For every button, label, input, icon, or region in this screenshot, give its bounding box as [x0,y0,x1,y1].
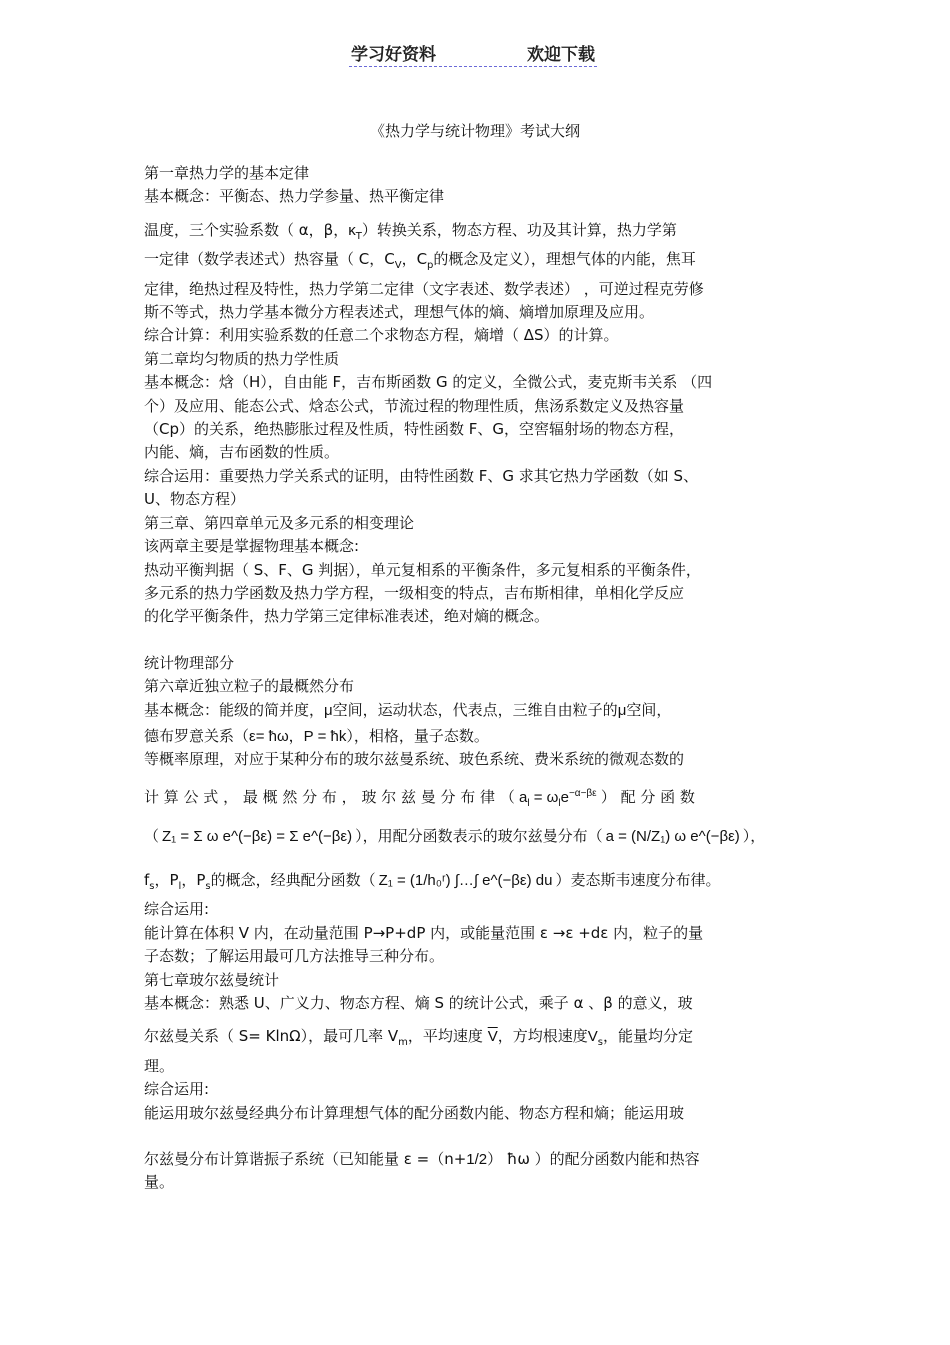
classical-partition-function: Z₁ = (1/h₀ʳ) ∫…∫ e^(−βε) du [378,871,553,889]
ch34-line-3: 的化学平衡条件，热力学第三定律标准表述，绝对熵的概念。 [144,607,550,626]
partition-function-formula: Z₁ = Σ ω e^(−βε) = Σ e^(−βε) [162,828,353,846]
ch34-line-2: 多元系的热力学函数及热力学方程，一级相变的特点，吉布斯相律，单相化学反应 [144,583,685,602]
header-right-text: 欢迎下载 [527,45,595,65]
chapter-1-heading: 第一章热力学的基本定律 [144,164,310,182]
ch6-line-3: 等概率原理，对应于某种分布的玻尔兹曼系统、玻色系统、费米系统的微观态数的 [144,750,685,769]
distribution-formula: a = (N/Z₁) ω e^(−βε) [605,828,740,846]
ch6-comp-1: 能计算在体积 V 内，在动量范围 P→P+dP 内，或能量范围 ε →ε +dε 内，粒子的量 [144,923,704,942]
chapter-6-heading: 第六章近独立粒子的最概然分布 [144,677,355,696]
boltzmann-law-formula: $a_l = \omega_le^{-\alpha-\beta\varepsilon}$ [519,787,597,809]
ch6-partition-line: （ Z₁ = Σ ω e^(−βε) = Σ e^(−βε) ），用配分函数表示的玻尔兹曼分布（ a = (N/Z₁) ω e^(−βε) ）， [144,825,809,849]
ch7-comp-3: 量。 [144,1173,175,1192]
ch7-comp-label: 综合运用: [144,1080,210,1099]
chapter-7-heading: 第七章玻尔兹曼统计 [144,970,280,989]
ch1-basic-concepts: 基本概念：平衡态、热力学参量、热平衡定律 [144,187,445,206]
ch2-basic-1: 基本概念：焓（H），自由能 F，吉布斯函数 G 的定义，全微公式，麦克斯韦关系 （四 [144,373,713,392]
ch2-basic-3: （Cp）的关系，绝热膨胀过程及性质，特性函数 F、G，空窖辐射场的物态方程， [144,420,685,439]
ch6-de-broglie: 德布罗意关系（ε= ħω，P = ħk），相格，量子态数。 [144,726,489,745]
header-left-text: 学习好资料 [351,45,436,65]
document-title: 《热力学与统计物理》考试大纲 [369,122,580,140]
ch6-comp-2: 子态数；了解运用最可几方法推导三种分布。 [144,947,445,966]
ch7-basic-3: 理。 [144,1056,175,1075]
ch7-basic-1: 基本概念：熟悉 U、广义力、物态方程、熵 S 的统计公式，乘子 α 、β 的意义，玻 [144,994,693,1012]
ch1-line-3: 定律，绝热过程及特性，热力学第二定律（文字表述、数学表述） ，可逆过程克劳修 [144,279,704,298]
ch1-line-2: 一定律（数学表述式）热容量（ C，$C_V$，$C_p$的概念及定义），理想气体的内能，焦耳 [144,250,696,272]
ch1-comprehensive: 综合计算：利用实验系数的任意二个求物态方程，熵增（ ΔS）的计算。 [144,326,619,345]
ch34-line-1: 热动平衡判据（ S、F、G 判据），单元复相系的平衡条件，多元复相系的平衡条件， [144,560,701,579]
ch1-line-4: 斯不等式，热力学基本微分方程表述式，理想气体的熵、熵增加原理及应用。 [144,303,655,322]
ch6-classical-pf-line: $f_s$，$P_l$，$P_s$的概念，经典配分函数（ Z₁ = (1/h₀ʳ) ∫…∫ e^(−βε) du ）麦态斯韦速度分布律。 [144,869,809,899]
ch1-line-1: 温度，三个实验系数（ α，β，$\kappa_T$）转换关系，物态方程、功及其计算，热力学第 [144,220,677,242]
ch2-comp-2: U、物态方程） [144,490,245,509]
half-fraction: 1/2 [466,1151,488,1169]
document-body [144,162,809,1195]
page-header [349,40,597,67]
ch6-basic-1: 基本概念：能级的简并度，μ空间，运动状态，代表点，三维自由粒子的μ空间， [144,700,672,719]
ch7-comp-1: 能运用玻尔兹曼经典分布计算理想气体的配分函数内能、物态方程和熵；能运用玻 [144,1103,685,1122]
ch34-intro: 该两章主要是掌握物理基本概念: [144,537,360,556]
ch6-comp-label: 综合运用: [144,900,210,919]
ch7-basic-2: 尔兹曼关系（ S= KlnΩ），最可几率 $V_m$，平均速度 $\overline{V}$，方均根速度$V_s$，能量均分定 [144,1027,693,1049]
ch6-line-4: 计 算 公 式 ， 最 概 然 分 布 ， 玻 尔 兹 曼 分 布 律 （ $a_l = \omega_le^{-\alpha-\beta\varepsilon}$ ） 配 分 函 数 [144,787,695,809]
ch2-basic-4: 内能、熵，吉布函数的性质。 [144,443,340,462]
ch2-basic-2: 个）及应用、能态公式、焓态公式，节流过程的物理性质，焦汤系数定义及热容量 [144,396,685,415]
statistical-physics-heading: 统计物理部分 [144,653,235,672]
ch2-comp-1: 综合运用：重要热力学关系式的证明，由特性函数 F、G 求其它热力学函数（如 S、 [144,466,699,485]
chapter-3-4-heading: 第三章、第四章单元及多元系的相变理论 [144,513,415,532]
chapter-2-heading: 第二章均匀物质的热力学性质 [144,349,340,368]
ch7-comp-2: 尔兹曼分布计算谐振子系统（已知能量 ε =（n+1/2） ħω ）的配分函数内能和热容 [144,1150,700,1169]
